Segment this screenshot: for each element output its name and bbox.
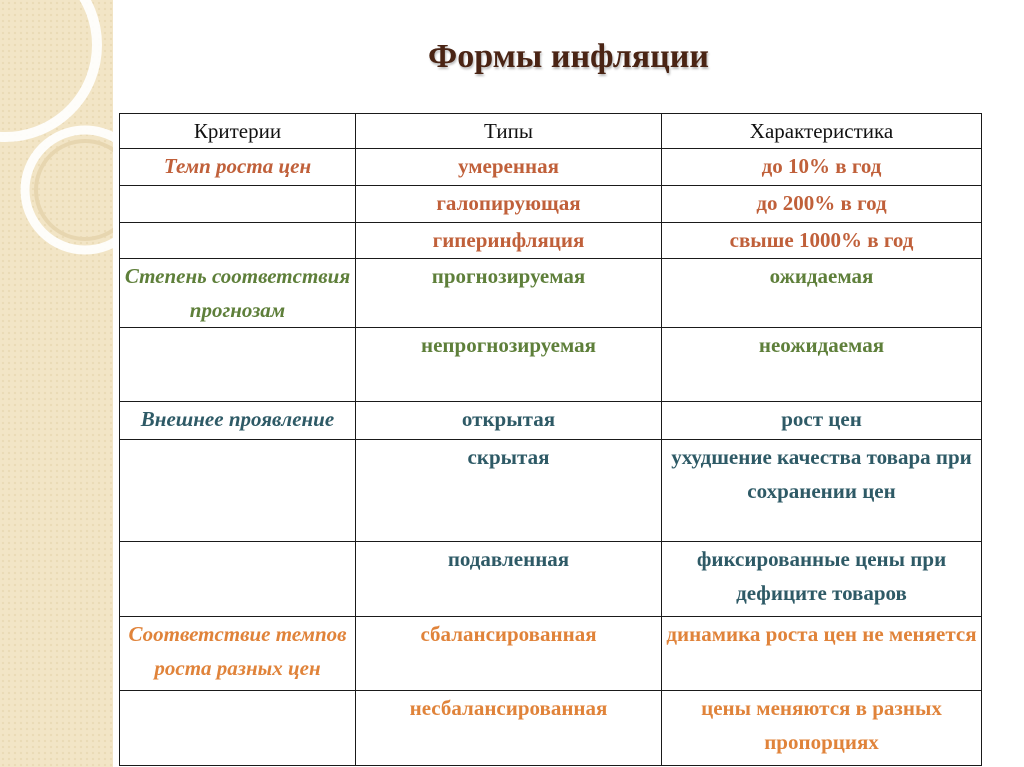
decorative-side-band (0, 0, 113, 767)
type-cell: скрытая (356, 440, 662, 542)
characteristic-cell: цены меняются в разных пропорциях (662, 691, 982, 766)
characteristic-cell: ухудшение качества товара при сохранении цен (662, 440, 982, 542)
criterion-cell: Темп роста цен (120, 149, 356, 186)
header-characteristic: Характеристика (662, 114, 982, 149)
type-cell: умеренная (356, 149, 662, 186)
criterion-cell: Степень соответствия прогнозам (120, 259, 356, 328)
type-cell: непрогнозируемая (356, 328, 662, 402)
characteristic-cell: до 10% в год (662, 149, 982, 186)
table-row (120, 691, 982, 766)
table-row (120, 259, 982, 328)
criterion-cell-continued (120, 542, 356, 617)
table-row (120, 440, 982, 542)
slide-title: Формы инфляции (428, 38, 709, 75)
header-criteria: Критерии (120, 114, 356, 149)
type-cell: галопирующая (356, 186, 662, 223)
table-row (120, 186, 982, 223)
characteristic-cell: до 200% в год (662, 186, 982, 223)
header-types: Типы (356, 114, 662, 149)
inflation-forms-table (119, 113, 982, 766)
characteristic-cell: неожидаемая (662, 328, 982, 402)
characteristic-cell: фиксированные цены при дефиците товаров (662, 542, 982, 617)
type-cell: открытая (356, 402, 662, 440)
criterion-cell-continued (120, 223, 356, 259)
criterion-cell: Соответствие темпов роста разных цен (120, 617, 356, 691)
criterion-cell: Внешнее проявление (120, 402, 356, 440)
table-header-row (120, 114, 982, 149)
decorative-rings (0, 0, 113, 767)
criterion-cell-continued (120, 691, 356, 766)
characteristic-cell: динамика роста цен не меняется (662, 617, 982, 691)
characteristic-cell: ожидаемая (662, 259, 982, 328)
type-cell: сбалансированная (356, 617, 662, 691)
table-row (120, 402, 982, 440)
table-row (120, 617, 982, 691)
table-row (120, 542, 982, 617)
criterion-cell-continued (120, 440, 356, 542)
table-row (120, 149, 982, 186)
type-cell: подавленная (356, 542, 662, 617)
type-cell: прогнозируемая (356, 259, 662, 328)
characteristic-cell: рост цен (662, 402, 982, 440)
characteristic-cell: свыше 1000% в год (662, 223, 982, 259)
criterion-cell-continued (120, 328, 356, 402)
type-cell: гиперинфляция (356, 223, 662, 259)
table-row (120, 328, 982, 402)
type-cell: несбалансированная (356, 691, 662, 766)
table-row (120, 223, 982, 259)
criterion-cell-continued (120, 186, 356, 223)
